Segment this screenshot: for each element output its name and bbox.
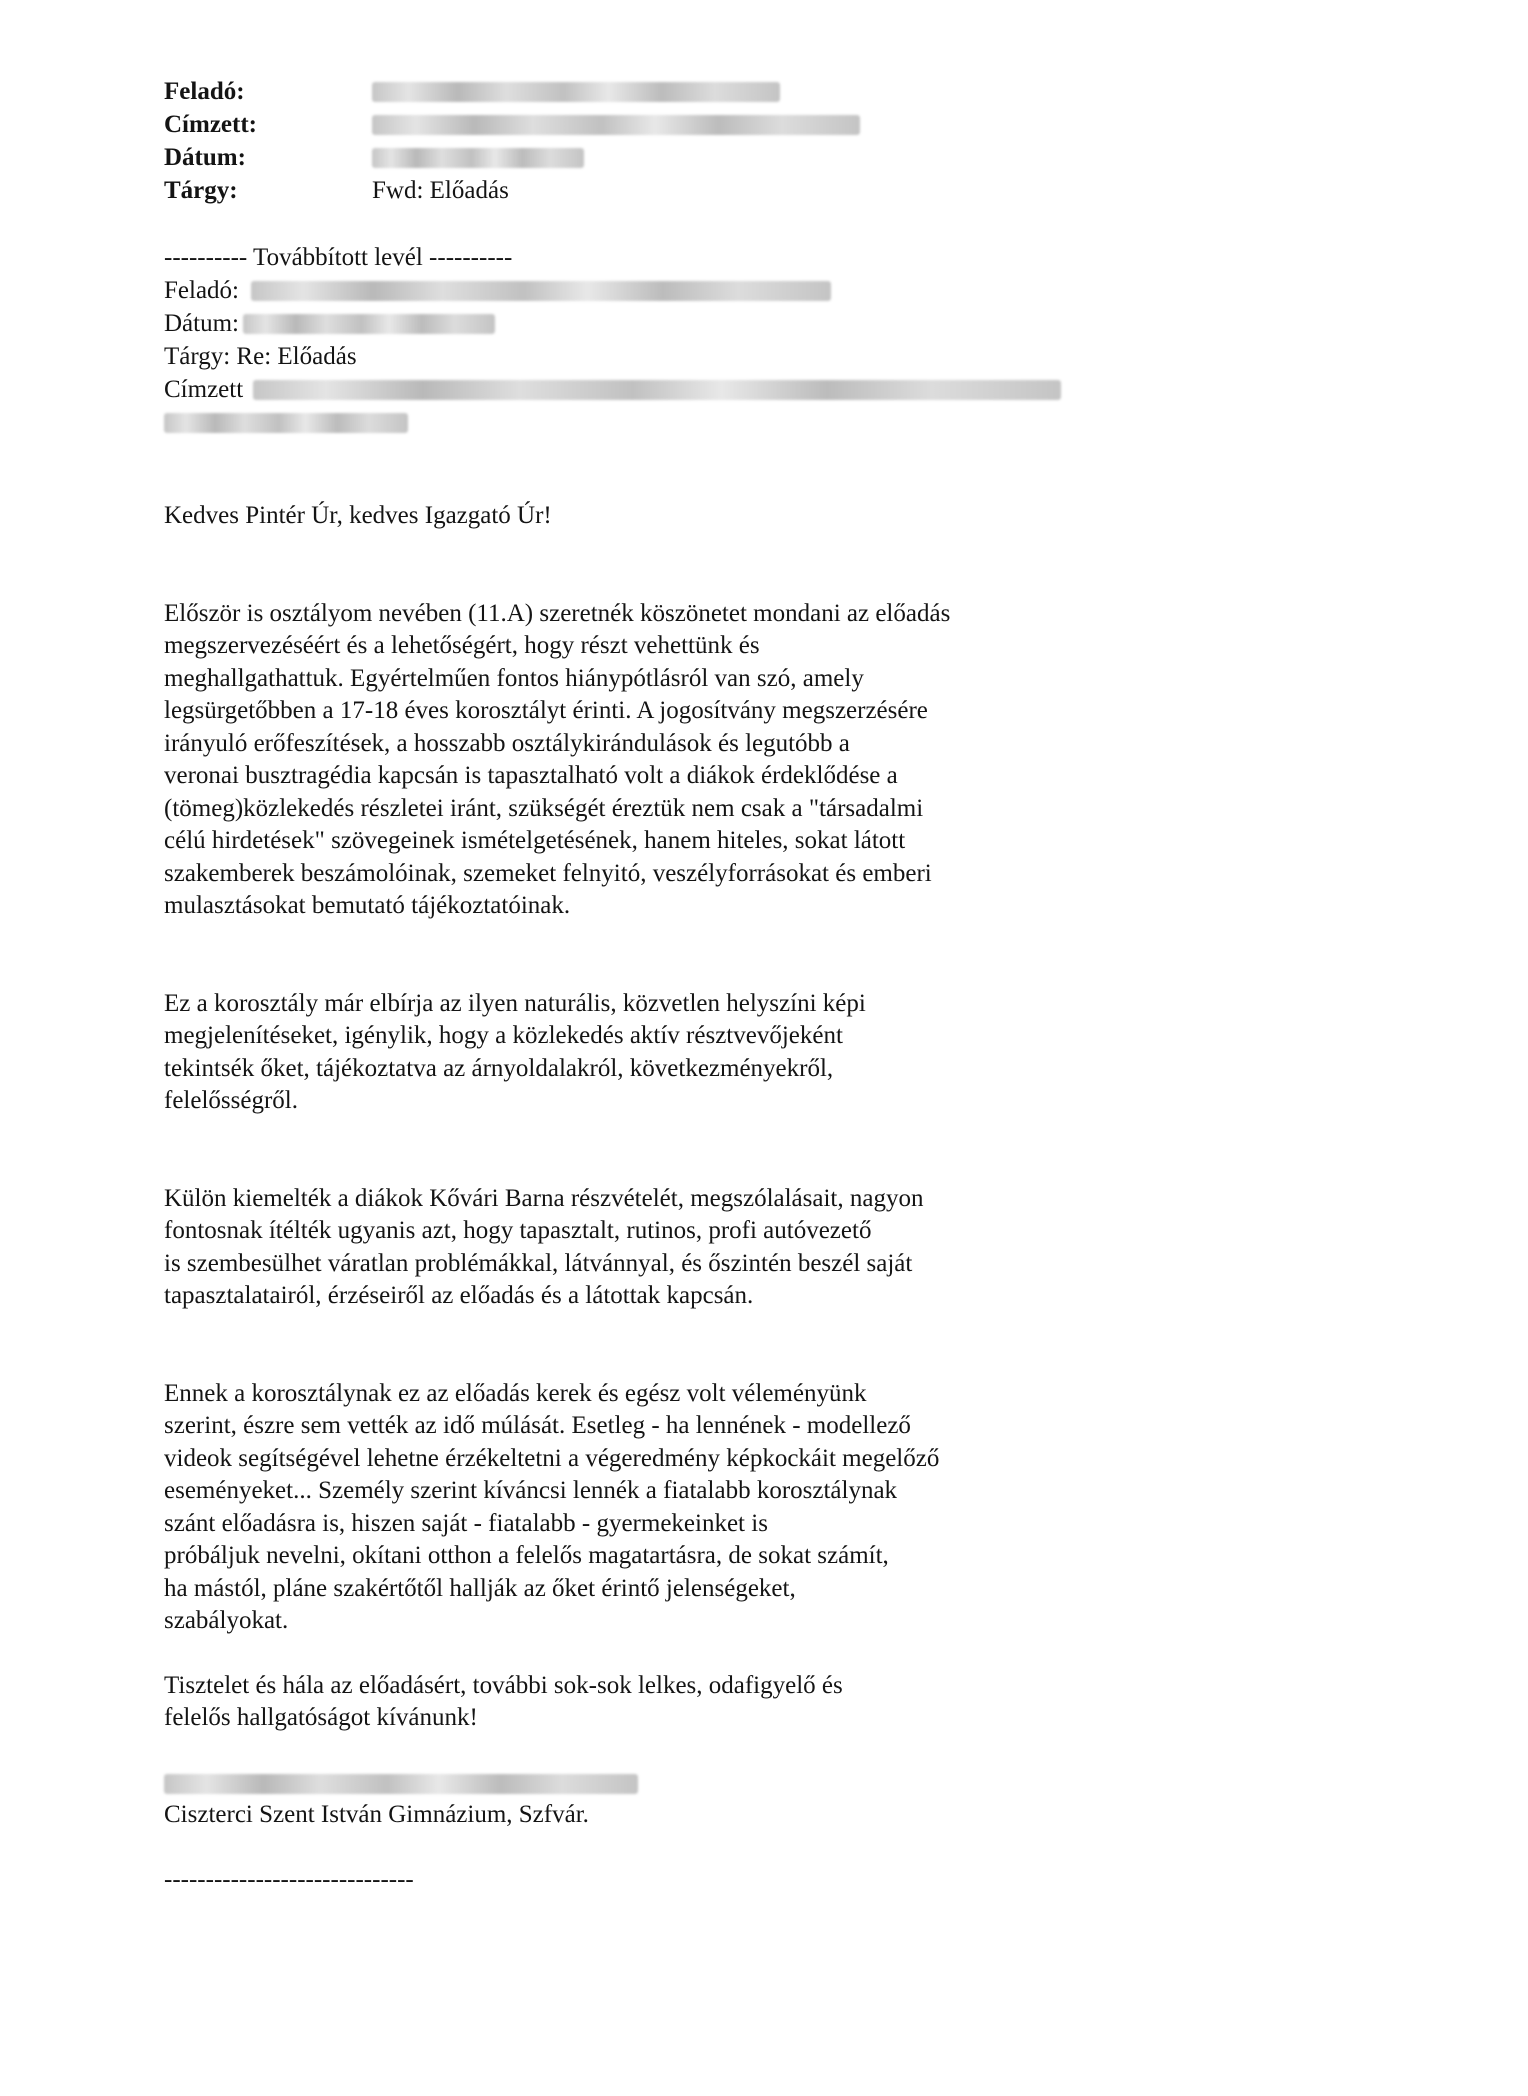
paragraph-line: megszervezéséért és a lehetőségért, hogy részt vehettünk és	[164, 632, 760, 659]
paragraph-line: tapasztalatairól, érzéseiről az előadás és a látottak kapcsán.	[164, 1282, 754, 1309]
paragraph-line: Külön kiemelték a diákok Kővári Barna részvételét, megszólalásait, nagyon	[164, 1184, 924, 1212]
redacted-signature-name	[164, 1774, 638, 1794]
header-to-row	[164, 108, 860, 141]
forwarded-to-label: Címzett	[164, 376, 244, 403]
closing-rule: ------------------------------	[164, 1865, 414, 1893]
redacted-forwarded-to-cont	[164, 413, 408, 433]
redacted-forwarded-to	[253, 380, 1061, 400]
forwarded-date-row	[164, 307, 1061, 340]
forwarded-from-row	[164, 274, 1061, 307]
redacted-date	[372, 148, 584, 168]
paragraph-line: célú hirdetések" szövegeinek ismételgetésének, hanem hiteles, sokat látott	[164, 827, 906, 854]
paragraph-line: Ez a korosztály már elbírja az ilyen naturális, közvetlen helyszíni képi	[164, 989, 866, 1017]
signature-school: Ciszterci Szent István Gimnázium, Szfvár.	[164, 1801, 589, 1828]
paragraph-line: is szembesülhet váratlan problémákkal, látvánnyal, és őszintén beszél saját	[164, 1249, 913, 1277]
paragraph-line: eseményeket... Személy szerint kíváncsi lennék a fiatalabb korosztálynak	[164, 1477, 898, 1504]
redacted-from	[372, 82, 780, 102]
forwarded-subject: Tárgy: Re: Előadás	[164, 343, 357, 370]
signature-name-row	[164, 1767, 1164, 1800]
paragraph-line: (tömeg)közlekedés részletei iránt, szükségét éreztük nem csak a "társadalmi	[164, 794, 924, 822]
paragraph-line: irányuló erőfeszítések, a hosszabb osztálykirándulások és legutóbb a	[164, 729, 850, 757]
paragraph-line: Tisztelet és hála az előadásért, további sok-sok lelkes, odafigyelő és	[164, 1671, 843, 1699]
paragraph-line: megjelenítéseket, igénylik, hogy a közlekedés aktív résztvevőjeként	[164, 1022, 843, 1049]
subject-label: Tárgy:	[164, 177, 238, 204]
to-label: Címzett:	[164, 111, 257, 138]
paragraph-line: tekintsék őket, tájékoztatva az árnyoldalakról, következményekről,	[164, 1054, 834, 1082]
redacted-to	[372, 115, 860, 135]
paragraph-line: meghallgathattuk. Egyértelműen fontos hiánypótlásról van szó, amely	[164, 664, 864, 692]
paragraph-3	[164, 1183, 1164, 1313]
forwarded-separator: ---------- Továbbított levél ----------	[164, 244, 513, 271]
paragraph-line: szánt előadásra is, hiszen saját - fiatalabb - gyermekeinket is	[164, 1509, 768, 1537]
forwarded-to-row	[164, 373, 1061, 406]
forwarded-header	[164, 241, 1061, 439]
header-subject-row	[164, 174, 860, 207]
forwarded-date-label: Dátum:	[164, 310, 239, 337]
paragraph-5	[164, 1670, 1164, 1735]
paragraph-line: Ennek a korosztálynak ez az előadás kerek és egész volt véleményünk	[164, 1379, 867, 1407]
paragraph-1	[164, 598, 1164, 923]
paragraph-2	[164, 988, 1164, 1118]
paragraph-line: mulasztásokat bemutató tájékoztatóinak.	[164, 892, 571, 919]
paragraph-line: legsürgetőbben a 17-18 éves korosztályt érinti. A jogosítvány megszerzésére	[164, 697, 928, 724]
paragraph-line: szabályokat.	[164, 1607, 289, 1634]
paragraph-line: próbáljuk nevelni, okítani otthon a felelős magatartásra, de sokat számít,	[164, 1542, 889, 1569]
header-from-row	[164, 75, 860, 108]
paragraph-line: szerint, észre sem vették az idő múlását. Esetleg - ha lennének - modellező	[164, 1412, 911, 1439]
redacted-forwarded-date	[243, 314, 495, 334]
paragraph-line: felelős hallgatóságot kívánunk!	[164, 1704, 478, 1731]
paragraph-line: ha mástól, pláne szakértőtől hallják az őket érintő jelenségeket,	[164, 1574, 796, 1602]
date-label: Dátum:	[164, 144, 246, 171]
greeting: Kedves Pintér Úr, kedves Igazgató Úr!	[164, 502, 552, 529]
forwarded-from-label: Feladó:	[164, 277, 239, 304]
paragraph-line: videok segítségével lehetne érzékeltetni a végeredmény képkockáit megelőző	[164, 1444, 940, 1472]
redacted-forwarded-from	[251, 281, 831, 301]
from-label: Feladó:	[164, 78, 245, 105]
paragraph-line: szakemberek beszámolóinak, szemeket felnyitó, veszélyforrásokat és emberi	[164, 859, 932, 887]
paragraph-4	[164, 1378, 1164, 1638]
paragraph-line: fontosnak ítélték ugyanis azt, hogy tapasztalt, rutinos, profi autóvezető	[164, 1217, 872, 1244]
paragraph-line: Először is osztályom nevében (11.A) szeretnék köszönetet mondani az előadás	[164, 599, 951, 627]
letter-body	[164, 500, 1164, 1896]
paragraph-line: felelősségről.	[164, 1087, 298, 1114]
email-header	[164, 75, 860, 207]
forwarded-to-row-2	[164, 406, 1061, 439]
paragraph-line: veronai busztragédia kapcsán is tapasztalható volt a diákok érdeklődése a	[164, 762, 898, 789]
subject-value: Fwd: Előadás	[372, 177, 509, 204]
header-date-row	[164, 141, 860, 174]
